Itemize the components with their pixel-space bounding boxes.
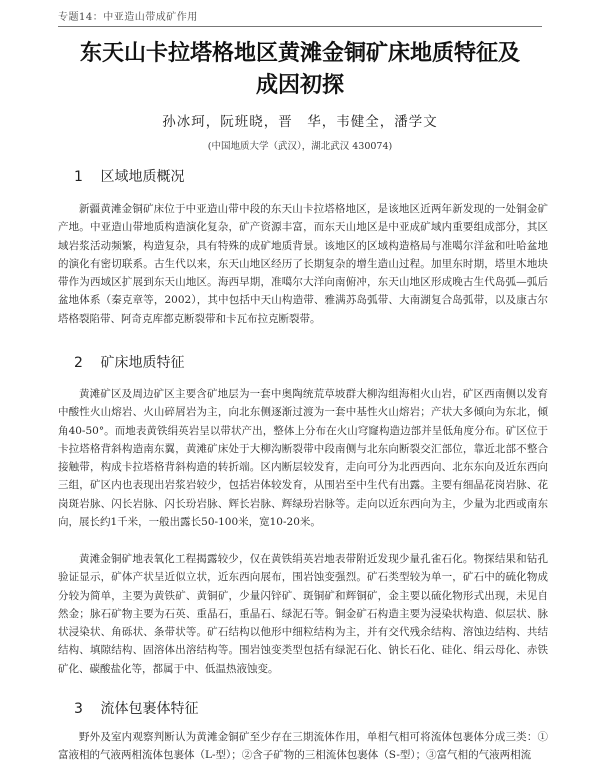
running-head: 专题14：中亚造山带成矿作用	[58, 12, 198, 23]
affiliation: (中国地质大学（武汉），湖北武汉 430074)	[207, 141, 393, 152]
author-list: 孙冰珂，阮班晓，晋 华，韦健全，潘学文	[162, 114, 438, 130]
section-1-title: 区域地质概况	[100, 169, 185, 185]
section-2-paragraph-2: 黄滩金铜矿地表氧化工程揭露较少，仅在黄铁绢英岩地表带附近发现少量孔雀石化。物探结果和钻孔验证显示，矿体产状呈近似立状，近东西向展布，围岩蚀变强烈。矿石类型较为单一，矿石中的硫化物成分较为简单，主要为黄铁矿、黄铜矿，少量闪锌矿、斑铜矿和辉铜矿，金主要以硫化物形式出现，未见自然金；脉石矿物主要为石英、重晶石，重晶石、绿泥石等。铜金矿石构造主要为浸染状构造、似层状、脉状浸染状、角砾状、条带状等。矿石结构以他形中细粒结构为主，并有交代残余结构、溶蚀边结构、共结结构、填隙结构、固溶体出溶结构等。围岩蚀变类型包括有绿泥石化、钠长石化、硅化、绢云母化、赤铁矿化、碳酸盐化等，都属于中、低温热液蚀变。	[58, 553, 548, 675]
title-line-1: 东天山卡拉塔格地区黄滩金铜矿床地质特征及	[79, 41, 520, 66]
section-3-number: 3	[74, 701, 83, 717]
section-2-paragraph-1: 黄滩矿区及周边矿区主要含矿地层为一套中奥陶统荒草坡群大柳沟组海相火山岩，矿区西南侧以发育中酸性火山熔岩、火山碎屑岩为主，向北东侧逐渐过渡为一套中基性火山熔岩；产状大多倾向为东北，倾角40-50°。而地表黄铁绢英岩呈以带状产出，整体上分布在火山穹窿构造边部并呈低角度分布。矿区位于卡拉塔格背斜构造南东翼，黄滩矿床处于大柳沟断裂带中段南侧与北东向断裂交汇部位，靠近北部不整合接触带，构成卡拉塔格背斜构造的转折端。区内断层较发育，走向可分为北西西向、北东东向及近东西向三组，矿区内也表现出岩浆岩较少，包括岩体较发育，从围岩至中生代有出露。主要有细晶花岗岩脉、花岗斑岩脉、闪长岩脉、闪长玢岩脉、辉长岩脉、辉绿玢岩脉等。走向以近东西向为主，少量为北西或南东向，展长约1千米，一般出露长50-100米，宽10-20米。	[58, 388, 548, 529]
section-2-heading	[74, 352, 184, 372]
section-3-paragraph-1: 野外及室内观察判断认为黄滩金铜矿至少存在三期流体作用，单相气相可将流体包裹体分成三类：①富液相的气液两相流体包裹体（L-型）；②含子矿物的三相流体包裹体（S-型）；③富气相的气液两相流	[58, 731, 548, 762]
title-line-2: 成因初探	[255, 73, 344, 98]
section-1-heading	[74, 166, 184, 186]
section-3-title: 流体包裹体特征	[100, 701, 199, 717]
header-rule	[58, 26, 542, 27]
section-2-number: 2	[74, 355, 83, 371]
section-1-paragraph-1: 新疆黄滩金铜矿床位于中亚造山带中段的东天山卡拉塔格地区，是该地区近两年新发现的一处铜金矿产地。中亚造山带地质构造演化复杂，矿产资源丰富，而东天山地区是中亚成矿域内重要组成部分，其区域岩浆活动频繁，构造复杂，具有特殊的成矿地质背景。该地区的区域构造格局与准噶尔洋盆和吐哈盆地的演化有密切联系。古生代以来，东天山地区经历了长期复杂的增生造山过程。加里东时期，塔里木地块带作为西域区扩展到东天山地区。海西早期，准噶尔大洋向南俯冲，东天山地区形成晚古生代岛弧—弧后盆地体系（秦克章等，2002），其中包括中天山构造带、雅满苏岛弧带、大南湖复合岛弧带，以及康古尔塔格裂陷带、阿奇克库都克断裂带和卡瓦布拉克断裂带。	[58, 203, 548, 325]
paper-title	[40, 38, 560, 102]
section-2-title: 矿床地质特征	[100, 355, 185, 371]
section-1-number: 1	[74, 169, 83, 185]
section-3-heading	[74, 698, 198, 718]
